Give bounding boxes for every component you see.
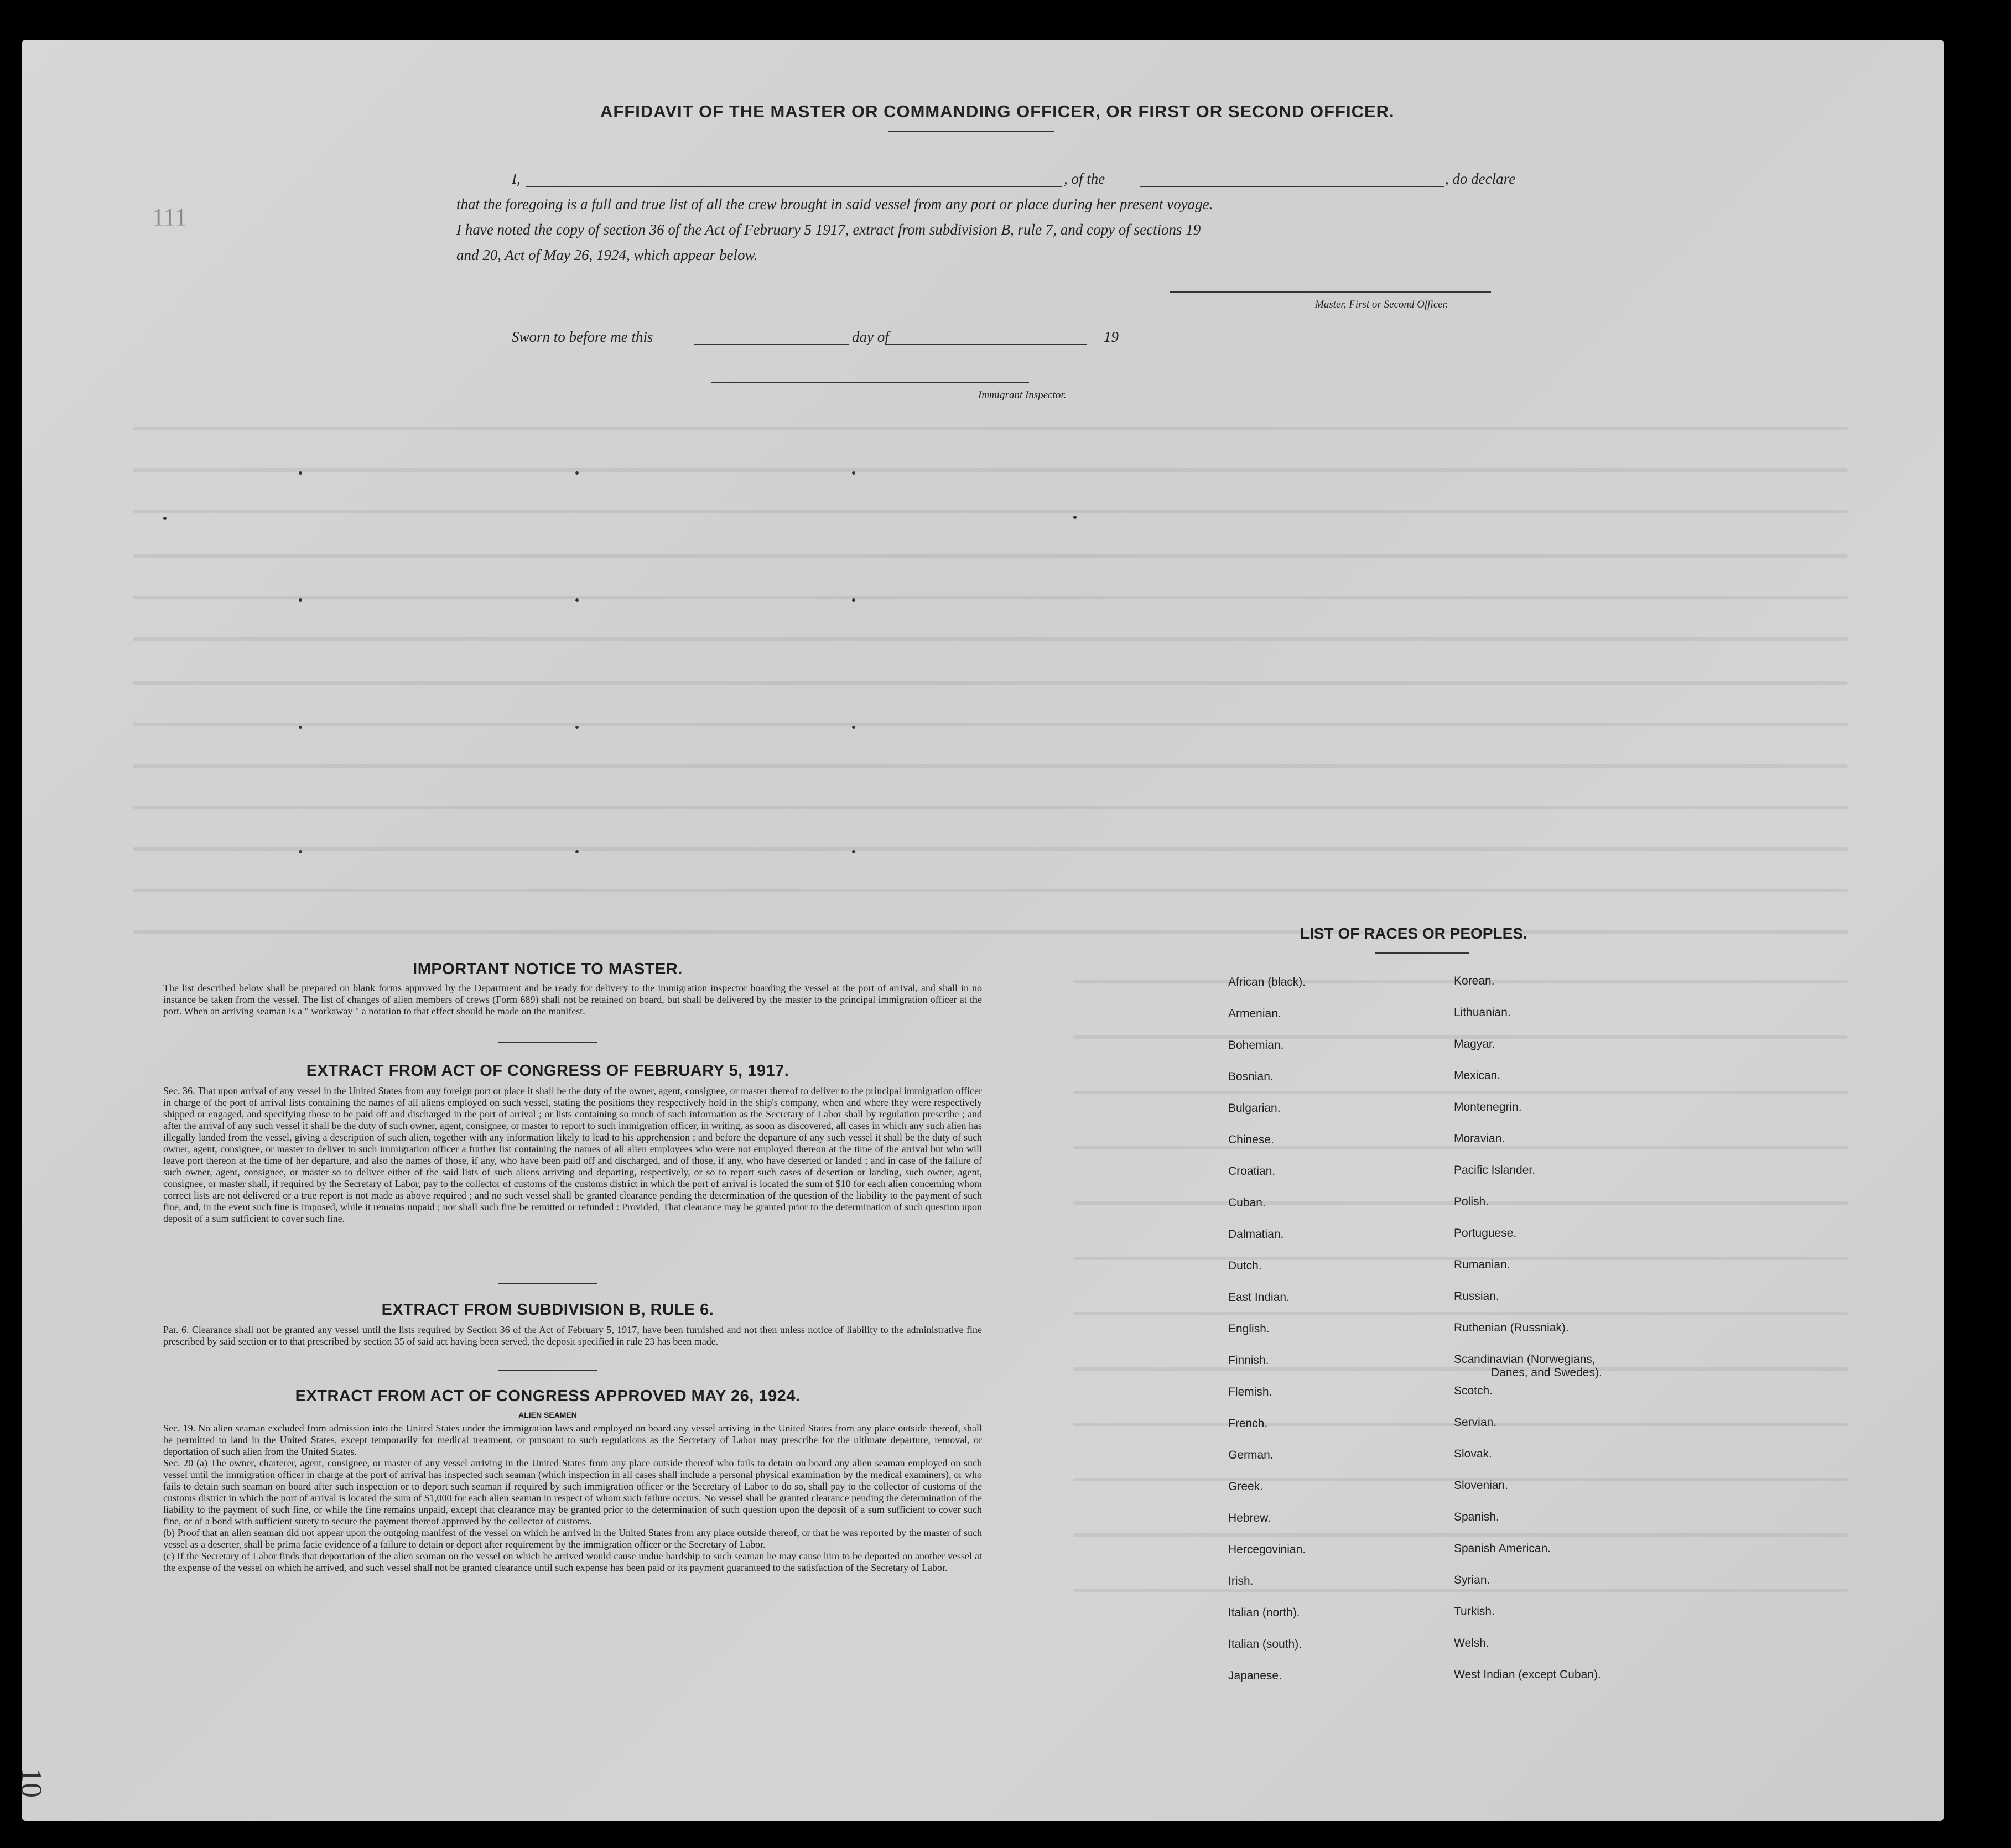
act1924-sec20b: (b) Proof that an alien seaman did not appear upon the outgoing manifest of the vessel on which he arrived in the United States from any place outside thereof, or that he was reported by the master of such vessel as a deserter, shall be prima facie evidence of a failure to detain or deport after requirement by the immigration officer or the Secretary of Labor. xyxy=(163,1527,982,1550)
vessel-name-field[interactable] xyxy=(1140,186,1444,187)
officer-signature-field[interactable] xyxy=(1170,291,1491,293)
race-item: Scandinavian (Norwegians, xyxy=(1454,1353,1596,1366)
race-item: Irish. xyxy=(1228,1575,1254,1587)
sworn-month-field[interactable] xyxy=(885,344,1087,345)
margin-number-bottom: 10 xyxy=(15,1768,48,1798)
race-item: Armenian. xyxy=(1228,1007,1281,1020)
race-item: Finnish. xyxy=(1228,1354,1269,1367)
act1917-text: Sec. 36. That upon arrival of any vessel in the United States from any foreign port or place it shall be the duty of the owner, agent, consignee, or master thereof to deliver to the principal immigration officer in charge of the port of arrival lists containing the names of all aliens employed on such vessel, stating the positions they respectively hold in the ship's company, when and where they were respectively shipped or engaged, and specifying those to be paid off and discharged in the port of arrival ; or lists containing so much of such information as the Secretary of Labor shall by regulation prescribe ; and after the arrival of any such vessel it shall be the duty of such owner, agent, consignee, or master to report to such immigration officer, in writing, as soon as discovered, all cases in which any such alien has illegally landed from the vessel, giving a description of such alien, together with any information likely to lead to his apprehension ; and before the departure of any such vessel it shall be the duty of such owner, agent, consignee, or master to deliver to such immigration officer a further list containing the names of all alien employees who were not employed thereon at the time of the arrival but who will leave port thereon at the time of her departure, and also the names of those, if any, who have been paid off and discharged, and of those, if any, who have deserted or landed ; and in case of the failure of such owner, agent, consignee, or master so to deliver either of the said lists of such aliens arriving and departing, respectively, or so to report such cases of desertion or landing, such owner, agent, consignee, or master shall, if required by the Secretary of Labor, pay to the collector of customs of the customs district in which the port of arrival is located the sum of $10 for each alien concerning whom correct lists are not delivered or a true report is not made as above required ; and no such vessel shall be granted clearance pending the determination of the question of the liability to the payment of such fine, and, in the event such fine is imposed, while it remains unpaid ; nor shall such fine be remitted or refunded : Provided, That clearance may be granted prior to the determination of such question upon deposit of a sum sufficient to cover such fine. xyxy=(163,1085,982,1224)
race-item: Spanish American. xyxy=(1454,1542,1551,1555)
race-item: Mexican. xyxy=(1454,1069,1501,1082)
officer-caption: Master, First or Second Officer. xyxy=(1315,299,1448,310)
race-item: Russian. xyxy=(1454,1290,1499,1303)
race-item: Cuban. xyxy=(1228,1196,1266,1209)
notice-divider xyxy=(498,1042,597,1043)
act1924-sec19: Sec. 19. No alien seaman excluded from admission into the United States under the immigration laws and employed on board any vessel arriving in the United States from any place outside thereof, shall be permitted to land in the United States, except temporarily for medical treatment, or pursuant to such regulations as the Secretary of Labor may prescribe for the ultimate departure, removal, or deportation of such alien from the United States. xyxy=(163,1423,982,1457)
rule6-title: EXTRACT FROM SUBDIVISION B, RULE 6. xyxy=(381,1301,714,1319)
race-item: East Indian. xyxy=(1228,1291,1290,1304)
notice-text: The list described below shall be prepared on blank forms approved by the Department and be ready for delivery to the immigration inspector boarding the vessel at the port of arrival, and shall in no instance be taken from the vessel. The list of changes of alien members of crews (Form 689) shall not be retained on board, but shall be delivered by the master to the principal immigration officer at the port. When an arriving seaman is a " workaway " a notation to that effect should be made on the manifest. xyxy=(163,982,982,1017)
race-item: Dutch. xyxy=(1228,1259,1262,1272)
race-item: Bulgarian. xyxy=(1228,1102,1281,1115)
notice-title: IMPORTANT NOTICE TO MASTER. xyxy=(413,960,683,978)
race-item: Syrian. xyxy=(1454,1574,1490,1586)
races-title: LIST OF RACES OR PEOPLES. xyxy=(1300,925,1527,942)
race-item: Chinese. xyxy=(1228,1133,1274,1146)
race-item: African (black). xyxy=(1228,976,1306,988)
race-item: Italian (north). xyxy=(1228,1606,1300,1619)
affidavit-line-3: I have noted the copy of section 36 of the Act of February 5 1917, extract from subdivision B, rule 7, and copy of sections 19 xyxy=(456,221,1201,238)
race-item: Bosnian. xyxy=(1228,1070,1274,1083)
race-item: French. xyxy=(1228,1417,1268,1430)
race-item: Lithuanian. xyxy=(1454,1006,1511,1019)
act1924-sec20a: Sec. 20 (a) The owner, charterer, agent, consignee, or master of any vessel arriving in the United States from any place outside thereof who fails to detain on board any alien seaman employed on such vessel until the immigration officer in charge at the port of arrival has inspected such seaman (which inspection in all cases shall include a personal physical examination by the medical examiners), or who fails to detain such seaman on board after such inspection or to deport such seaman if required by such immigration officer or the Secretary of Labor to do so, shall pay to the collector of customs of the customs district in which the port of arrival is located the sum of $1,000 for each alien seaman in respect of whom such failure occurs. No vessel shall be granted clearance pending the determination of the liability to the payment of such fine, or while the fine remains unpaid, except that clearance may be granted prior to the determination of such question upon the deposit of a sum sufficient to cover such fine, or of a bond with sufficient surety to secure the payment thereof approved by the collector of customs. xyxy=(163,1457,982,1527)
act1924-sec20c: (c) If the Secretary of Labor finds that deportation of the alien seaman on the vessel on which he arrived would cause undue hardship to such seaman he may cause him to be deported on another vessel at the expense of the vessel on which he arrived, and such vessel shall not be granted clearance until such expense has been paid or its payment guaranteed to the satisfaction of the Secretary of Labor. xyxy=(163,1550,982,1573)
race-item: Welsh. xyxy=(1454,1637,1489,1649)
race-item: Portuguese. xyxy=(1454,1227,1517,1240)
act1924-title: EXTRACT FROM ACT OF CONGRESS APPROVED MAY 26, 1924. xyxy=(295,1387,801,1405)
race-item: Spanish. xyxy=(1454,1511,1499,1523)
sworn-label: Sworn to before me this xyxy=(512,329,653,345)
race-item: English. xyxy=(1228,1323,1270,1335)
act1924-body xyxy=(163,1423,982,1574)
race-item: Italian (south). xyxy=(1228,1638,1302,1651)
race-item: Polish. xyxy=(1454,1195,1489,1208)
race-item: Slovak. xyxy=(1454,1448,1492,1460)
race-item: Croatian. xyxy=(1228,1165,1276,1178)
race-item: Servian. xyxy=(1454,1416,1497,1429)
race-item: German. xyxy=(1228,1449,1274,1461)
race-item: Greek. xyxy=(1228,1480,1264,1493)
race-item: Flemish. xyxy=(1228,1386,1272,1398)
race-item: Scotch. xyxy=(1454,1384,1493,1397)
margin-number-left: 111 xyxy=(152,204,187,231)
race-item: Magyar. xyxy=(1454,1038,1495,1050)
affidavit-line-4: and 20, Act of May 26, 1924, which appear below. xyxy=(456,247,758,263)
race-item: West Indian (except Cuban). xyxy=(1454,1668,1601,1681)
race-item: Danes, and Swedes). xyxy=(1491,1366,1602,1379)
race-item: Hebrew. xyxy=(1228,1512,1271,1524)
affidavit-do-declare: , do declare xyxy=(1445,170,1516,187)
act1917-title: EXTRACT FROM ACT OF CONGRESS OF FEBRUARY 5, 1917. xyxy=(306,1062,789,1080)
act1924-subtitle: ALIEN SEAMEN xyxy=(518,1410,577,1419)
race-item: Rumanian. xyxy=(1454,1258,1510,1271)
race-item: Dalmatian. xyxy=(1228,1228,1284,1241)
sworn-day-field[interactable] xyxy=(694,344,849,345)
year-label: 19 xyxy=(1104,329,1119,345)
race-item: Turkish. xyxy=(1454,1605,1495,1618)
rule6-divider xyxy=(498,1370,597,1371)
race-item: Bohemian. xyxy=(1228,1039,1284,1051)
race-item: Moravian. xyxy=(1454,1132,1505,1145)
races-title-underline xyxy=(1375,952,1469,954)
inspector-caption: Immigrant Inspector. xyxy=(978,389,1067,401)
document-sheet xyxy=(15,40,1944,1821)
act1917-divider xyxy=(498,1283,597,1284)
affidavit-title: AFFIDAVIT OF THE MASTER OR COMMANDING OFFICER, OR FIRST OR SECOND OFFICER. xyxy=(600,102,1395,121)
affidavit-line-2: that the foregoing is a full and true list of all the crew brought in said vessel from any port or place during her present voyage. xyxy=(456,196,1213,212)
rule6-text: Par. 6. Clearance shall not be granted any vessel until the lists required by Section 36 of the Act of February 5, 1917, have been furnished and not then unless notice of liability to the administrative fine prescribed by said section or to that prescribed by section 35 of said act having been served, the deposit specified in rule 23 has been made. xyxy=(163,1324,982,1347)
affidavit-of-the-label: , of the xyxy=(1064,170,1105,187)
race-item: Ruthenian (Russniak). xyxy=(1454,1321,1569,1334)
day-of-label: day of xyxy=(852,329,889,345)
inspector-signature-field[interactable] xyxy=(711,382,1029,383)
race-item: Slovenian. xyxy=(1454,1479,1509,1492)
master-name-field[interactable] xyxy=(526,186,1062,187)
title-underline xyxy=(888,131,1054,132)
race-item: Pacific Islander. xyxy=(1454,1164,1536,1177)
race-item: Montenegrin. xyxy=(1454,1101,1522,1113)
affidavit-i-label: I, xyxy=(512,170,521,187)
race-item: Japanese. xyxy=(1228,1669,1282,1682)
race-item: Korean. xyxy=(1454,975,1495,987)
race-item: Hercegovinian. xyxy=(1228,1543,1306,1556)
